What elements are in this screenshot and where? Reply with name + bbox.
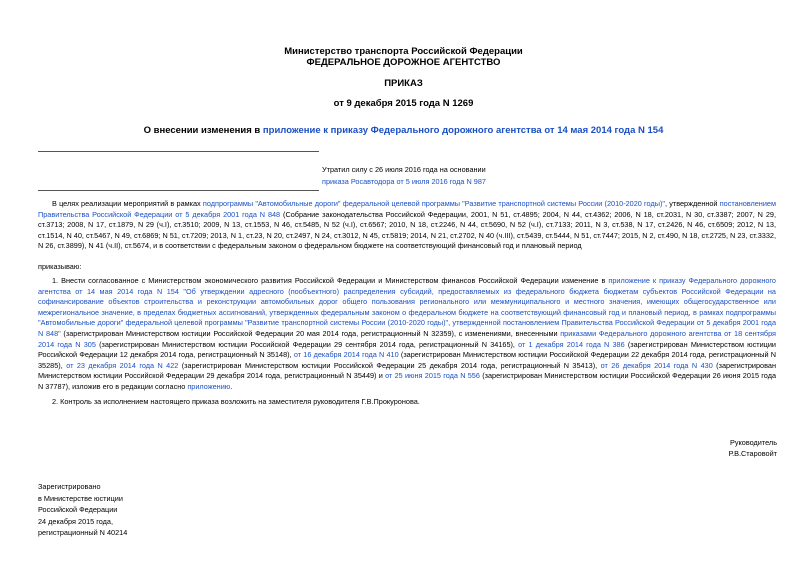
para2-text-4: (зарегистрирован Министерством юстиции Российской Федерации 12 декабря 2014 года, регистрационный N 35148), [38,339,776,360]
para2-text-1: 1. Внести согласованное с Министерством экономического развития Российской Федерации и Министерством финансов Российской Федерации изменение в [52,276,609,285]
para1-text-2: , утвержденной [664,199,720,208]
agency-name: ФЕДЕРАЛЬНОЕ ДОРОЖНОЕ АГЕНТСТВО [306,57,501,68]
link-subprogram[interactable]: подпрограммы "Автомобильные дороги" федеральной целевой программы "Развитие транспортной системы России (2010-2020 годы)" [202,199,665,208]
doc-date: от 9 декабря 2015 года N 1269 [333,98,474,109]
para2-text-7: (зарегистрирован Министерством юстиции Российской Федерации 29 декабря 2014 года, регистрационный N 35449) и [38,360,776,381]
order-word: приказываю: [38,262,82,271]
paragraph-clause-2: 2. Контроль за исполнением настоящего приказа возложить на заместителя руководителя Г.В.Прокуронова. [52,397,420,406]
link-appendix[interactable]: приложению [187,381,231,391]
para2-text-5: (зарегистрирован Министерством юстиции Российской Федерации 22 декабря 2014 года, регистрационный N 35285), [38,350,777,370]
link-order-386[interactable]: от 1 декабря 2014 года N 386 [518,339,625,349]
lost-force-note: Утратил силу с 26 июля 2016 года на основании [322,165,486,174]
para2-text-2: (зарегистрирован Министерством юстиции Российской Федерации 20 мая 2014 года, регистрационный N 32359), с изменениями, внесенными [60,328,561,338]
link-order-430[interactable]: от 26 декабря 2014 года N 430 [600,360,713,370]
registration-line-5: регистрационный N 40214 [38,528,128,537]
registration-line-1: Зарегистрировано [38,482,101,491]
ministry-name: Министерство транспорта Российской Федерации [284,46,523,57]
registration-line-3: Российской Федерации [38,505,118,514]
para2-text-3: (зарегистрирован Министерством юстиции Российской Федерации 29 сентября 2014 года, регистрационный N 34165), [95,339,519,349]
registration-line-2: в Министерстве юстиции [38,494,123,503]
para1-text-3: (Собрание законодательства Российской Федерации, 2001, N 51, ст.4895; 2004, N 44, ст.4362; 2006, N 18, ст.2031, N 30, ст.3387; 2007, N 29, ст.3713; 2008, N 17, ст.1879, N 29 (ч.I), ст.3510; 2009, N 13, ст.1553, N 46, ст.5485, N 52 (ч.I), ст.6567; 2010, N 18, ст.2246, N 44, ст.5690, N 52 (ч.I), ст.7133; 2011, N 3, ст.538, N 17, ст.2426, N 46, ст.6509; 2012, N 13, ст.1514, N 40, ст.5467, N 49, ст.6869; N 51, ст.7209; 2013, N 1, ст.23, N 20, ст.2497, N 24, ст.3012, N 45, ст.5819; 2014, N 21, ст.2702, N 40 (ч.III), ст.5439, ст.5444, N 51, ст.7447; 2015, N 2, ст.490, N 18, ст.2725, N 23, ст.3332, N 26, ст.3899), N 41 (ч.II), ст.5674, и в соответствии с федеральным законом о федеральном бюджете на соответствующий финансовый год и плановый период [38,209,776,251]
signature-role: Руководитель [729,438,777,447]
title-link[interactable]: приложение к приказу Федерального дорожного агентства от 14 мая 2014 года N 154 [262,125,664,136]
link-order-154[interactable]: приложение к приказу Федерального дорожного агентства от 14 мая 2014 года N 154 "Об утверждении адресного (пообъектного) распределения субсидий, предоставляемых из федерального бюджета бюджетам субъектов Российской Федерации на софинансирование объектов строительства и реконструкции автомобильных дорог общего пользования регионального или межмуниципального и местного значения, имеющих общегосударственное или межрегиональное значение, в пределах бюджетных ассигнований, утвержденных федеральным законом о федеральном бюджете на соответствующий финансовый год и плановый период, в рамках подпрограммы "Автомобильные дороги" федеральной целевой программы "Развитие транспортной системы России (2010-2020 годы)", утвержденной постановлением Правительства Российской Федерации от 5 декабря 2001 года N 848" [38,276,776,338]
para2-text-8: (зарегистрирован Министерством юстиции Российской Федерации 26 июня 2015 года N 37787), изложив его в редакции согласно [38,371,777,391]
title-prefix: О внесении изменения в [143,125,263,136]
paragraph-clause-1 [38,276,776,393]
doc-type: ПРИКАЗ [384,78,423,89]
link-order-556[interactable]: от 25 июня 2015 года N 556 [385,371,480,381]
para1-text-1: В целях реализации мероприятий в рамках [52,199,203,208]
page-title [0,125,807,137]
link-order-410[interactable]: от 16 декабря 2014 года N 410 [293,350,399,360]
registration-line-4: 24 декабря 2015 года, [38,517,114,526]
link-order-422[interactable]: от 23 декабря 2014 года N 422 [66,360,179,370]
divider-bottom [38,190,319,191]
link-order-305[interactable]: приказами Федерального дорожного агентства от 18 сентября 2014 года N 305 [38,328,777,349]
signature-name: Р.В.Старовойт [728,449,777,458]
para2-text-6: (зарегистрирован Министерством юстиции Российской Федерации 25 декабря 2014 года, регистрационный N 35413), [178,360,601,370]
divider-top [38,151,319,152]
link-government-decree[interactable]: постановлением Правительства Российской Федерации от 5 декабря 2001 года N 848 [38,199,776,219]
para2-text-9: . [230,381,233,391]
paragraph-preamble [38,199,776,252]
lost-force-link[interactable]: приказа Росавтодора от 5 июля 2016 года N 987 [322,177,486,186]
